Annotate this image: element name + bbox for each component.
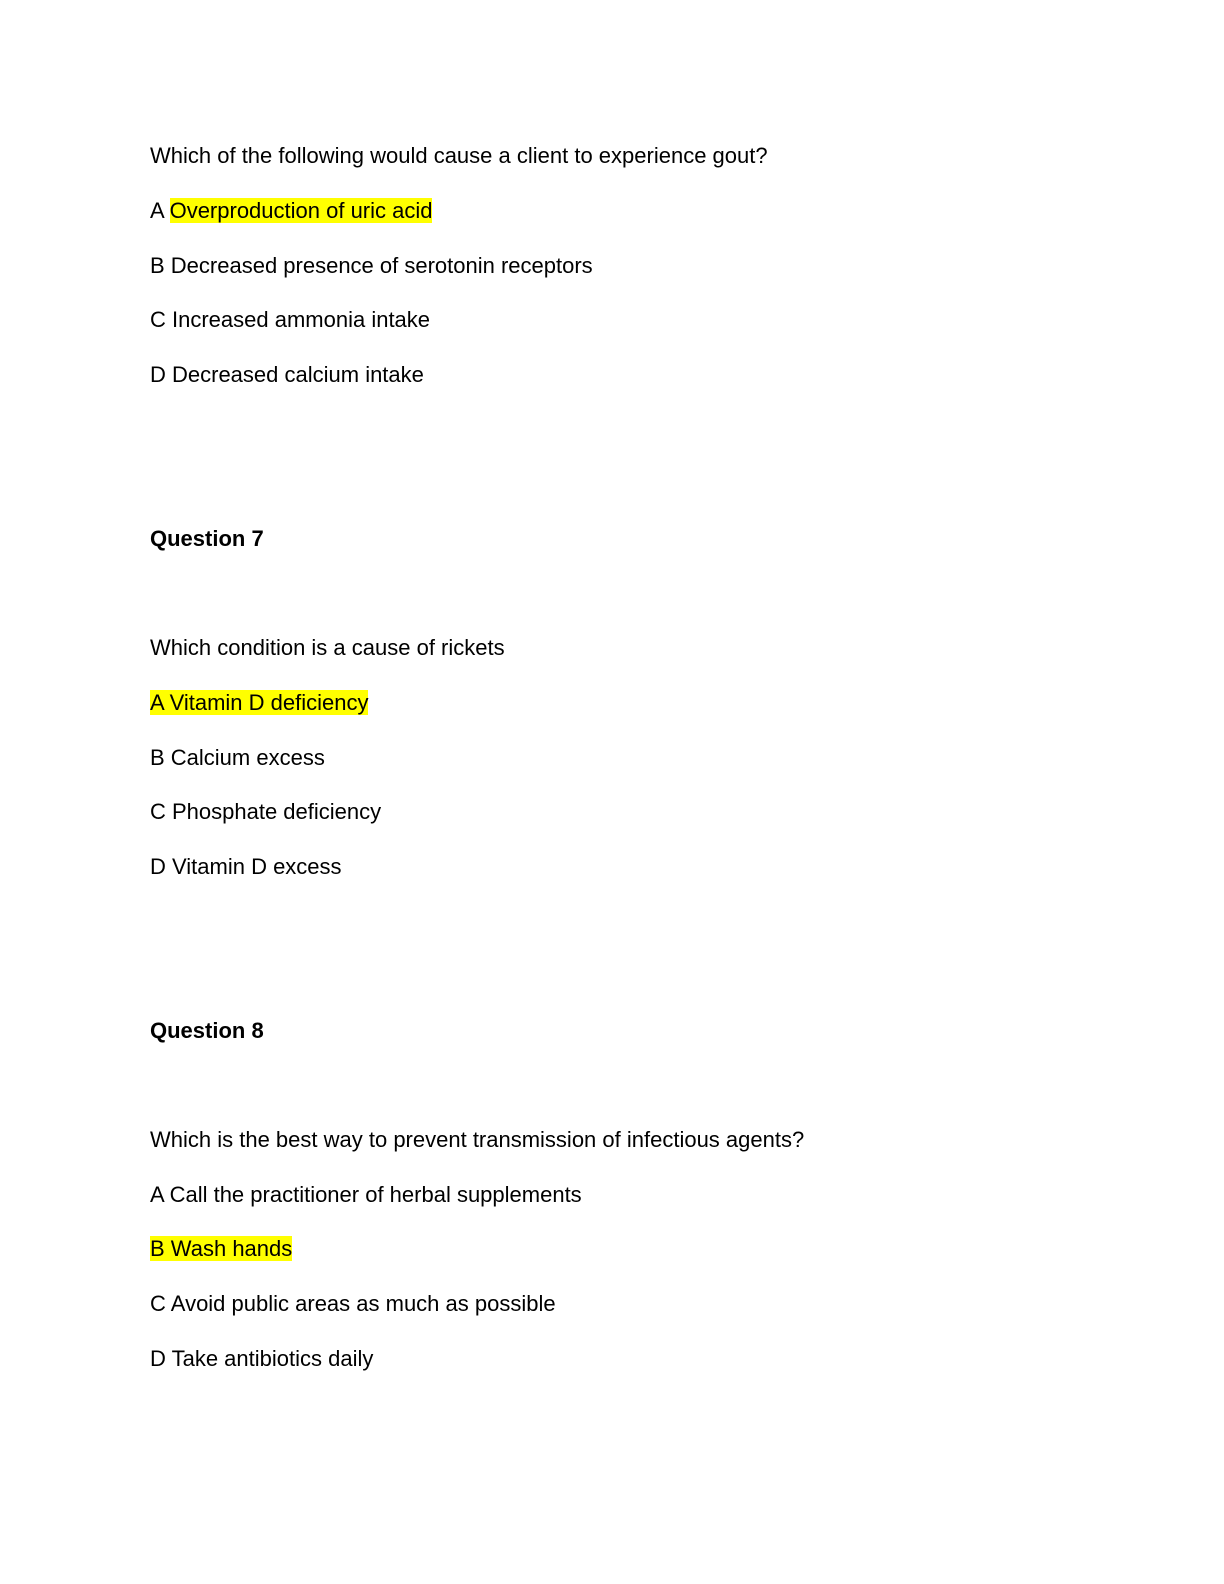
q7-option-a-highlighted-answer: A Vitamin D deficiency	[150, 690, 369, 715]
q6-prompt: Which of the following would cause a client to experience gout?	[150, 143, 768, 168]
q7-option-d: D Vitamin D excess	[150, 854, 342, 879]
q8-heading: Question 8	[150, 1018, 264, 1043]
q7-option-a	[150, 689, 368, 717]
q8-option-d: D Take antibiotics daily	[150, 1346, 374, 1371]
q8-option-c: C Avoid public areas as much as possible	[150, 1291, 556, 1316]
q6-option-b: B Decreased presence of serotonin receptors	[150, 253, 593, 278]
q6-option-a	[150, 197, 432, 225]
q6-option-d: D Decreased calcium intake	[150, 362, 424, 387]
q8-option-b	[150, 1235, 292, 1263]
q7-prompt: Which condition is a cause of rickets	[150, 635, 505, 660]
q7-option-b: B Calcium excess	[150, 745, 325, 770]
q8-option-a: A Call the practitioner of herbal supplements	[150, 1182, 582, 1207]
q6-option-a-letter: A	[150, 198, 170, 223]
q7-heading: Question 7	[150, 526, 264, 551]
q6-option-a-highlighted-answer: Overproduction of uric acid	[169, 198, 433, 223]
q6-option-c: C Increased ammonia intake	[150, 307, 431, 332]
q8-option-b-highlighted-answer: B Wash hands	[150, 1236, 293, 1261]
q8-prompt: Which is the best way to prevent transmission of infectious agents?	[150, 1127, 805, 1152]
q7-option-c: C Phosphate deficiency	[150, 799, 382, 824]
